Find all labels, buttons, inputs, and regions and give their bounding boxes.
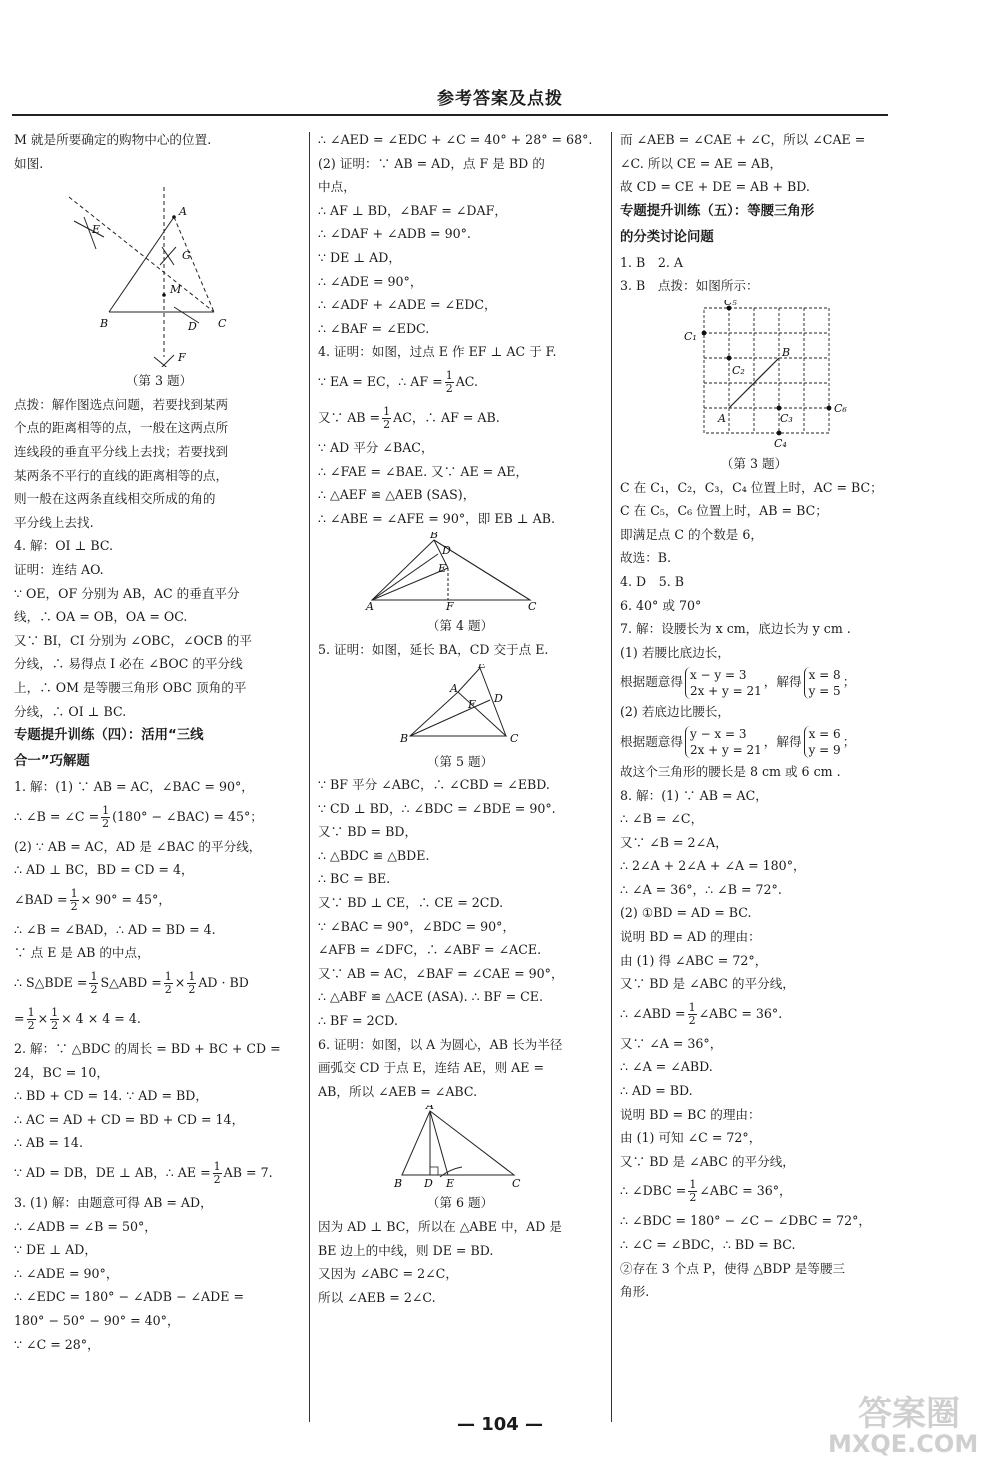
text-line: 说明 BD = AD 的理由： [620, 929, 761, 945]
text-line: 6. 证明：如图，以 A 为圆心，AB 长为半径 [318, 1036, 563, 1052]
equation-system: 根据题意得 y − x = 3 2x + y = 21 ，解得 x = 6 y = 9 ； [620, 727, 856, 758]
fraction: $\frac{1}{2}$ [102, 803, 110, 830]
watermark-url-text: MXQE.COM [828, 1430, 979, 1458]
text-line: 由 (1) 可知 ∠C = 72°， [620, 1130, 762, 1146]
text-line: 分线，∴ OI ⊥ BC. [14, 703, 127, 719]
label-D: D [188, 320, 197, 334]
text-line: ∴ ∠ADE = 90°， [14, 1265, 119, 1281]
text-line: (2) 证明：∵ AB = AD，点 F 是 BD 的 [318, 155, 545, 171]
column-divider-1 [309, 132, 310, 1422]
text-line: ∠BAD = $\frac{1}{2}$ × 90° = 45°， [14, 886, 171, 913]
text-line: 故选：B. [620, 550, 672, 566]
construction-diagram [14, 177, 304, 367]
text-line: (2) 若底边比腰长， [620, 704, 730, 720]
label-G: G [182, 249, 191, 263]
text-line: ∴ AB = 14. [14, 1135, 83, 1151]
figure-q4-triangle [318, 532, 602, 612]
text-line: ∴ △ABF ≌ △ACE (ASA). ∴ BF = CE. [318, 989, 544, 1005]
text-line: 上，∴ OM 是等腰三角形 OBC 顶角的平 [14, 679, 247, 695]
text-line: 角形. [620, 1284, 650, 1300]
triangle-diagram [318, 532, 602, 612]
fraction: $\frac{1}{2}$ [188, 970, 196, 997]
text-line: ∵ ∠C = 28°， [14, 1336, 100, 1352]
text-line: 又∵ BD ⊥ CE，∴ CE = 2CD. [318, 895, 504, 911]
text-line: 中点， [318, 179, 356, 195]
label-C4: C₄ [774, 436, 787, 450]
text-line: ②存在 3 个点 P，使得 △BDP 是等腰三 [620, 1260, 846, 1276]
column-1 [14, 128, 304, 1418]
label-D: D [424, 1177, 433, 1190]
page-header: 参考答案及点拨 [437, 89, 563, 109]
text-line: 分线，∴ 易得点 I 必在 ∠BOC 的平分线 [14, 656, 243, 672]
text-line: ∴ ∠ADB = ∠B = 50°， [14, 1218, 157, 1234]
text-line: ∴ AD ⊥ BC，BD = CD = 4， [14, 862, 194, 878]
label-B: B [394, 1177, 403, 1190]
label-C: C [528, 600, 537, 613]
label-F: F [446, 600, 454, 613]
column-3 [620, 128, 888, 1418]
label-E: E [478, 663, 487, 671]
text-line: 又∵ BD 是 ∠ABC 的平分线， [620, 1153, 795, 1169]
label-A: A [450, 681, 458, 695]
label-F: F [178, 351, 186, 365]
text-line: ∴ ∠ADF + ∠ADE = ∠EDC， [318, 297, 497, 313]
text-line: ∴ AD = BD. [620, 1083, 693, 1099]
text-line: 证明：连结 AO. [14, 561, 104, 577]
text-line: ∴ ∠BDC = 180° − ∠C − ∠DBC = 72°， [620, 1213, 872, 1229]
section-heading: 专题提升训练（四）：活用“三线 [14, 728, 204, 744]
text-line: ∴ ∠EDC = 180° − ∠ADB − ∠ADE = [14, 1289, 244, 1305]
label-D: D [442, 544, 451, 558]
equation-system: 根据题意得 x − y = 3 2x + y = 21 ，解得 x = 8 y = 5 ； [620, 667, 856, 698]
text-line: 画弧交 CD 于点 E，连结 AE，则 AE = [318, 1060, 545, 1076]
text-line: 所以 ∠AEB = 2∠C. [318, 1289, 436, 1305]
text-line: 1. 解：(1) ∵ AB = AC，∠BAC = 90°， [14, 779, 254, 795]
text-line: ∴ 2∠A + 2∠A + ∠A = 180°， [620, 858, 806, 874]
text-line: ∴ ∠FAE = ∠BAE. 又∵ AE = AE， [318, 463, 529, 479]
figure-caption: （第 6 题） [426, 1195, 494, 1211]
section-heading: 的分类讨论问题 [620, 229, 714, 245]
text-line: 又因为 ∠ABC = 2∠C， [318, 1266, 458, 1282]
text-line: 4. D 5. B [620, 573, 684, 589]
figure-caption: （第 4 题） [426, 618, 494, 634]
label-C1: C₁ [684, 329, 697, 343]
label-D: D [494, 691, 503, 705]
label-C: C [510, 731, 519, 745]
text-line: 又∵ BI，CI 分别为 ∠OBC，∠OCB 的平 [14, 632, 252, 648]
text-line: C 在 C₁，C₂，C₃，C₄ 位置上时，AC = BC； [620, 479, 883, 495]
text-line: (2) ①BD = AD = BC. [620, 905, 752, 921]
text-line: ∠AFB = ∠DFC，∴ ∠ABF = ∠ACE. [318, 942, 542, 958]
text-line: C 在 C₅，C₆ 位置上时，AB = BC； [620, 503, 828, 519]
text-line: ∴ ∠A = 36°，∴ ∠B = 72°. [620, 881, 782, 897]
text-line: ∴ BC = BE. [318, 871, 391, 887]
label-E: E [92, 223, 101, 237]
text-line: ∴ AC = AD + CD = BD + CD = 14， [14, 1111, 245, 1127]
label-C: C [218, 317, 227, 331]
tip-line: 个点的距离相等的点，一般在这两点所 [14, 420, 229, 436]
figure-caption: （第 3 题） [125, 373, 193, 389]
watermark-logo-text: 答案圈 [858, 1394, 960, 1434]
text-line: = $\frac{1}{2}$ × $\frac{1}{2}$ × 4 × 4 = 4. [14, 1006, 141, 1033]
fraction: $\frac{1}{2}$ [213, 1160, 221, 1187]
column-2 [318, 128, 602, 1418]
section-heading: 合一”巧解题 [14, 754, 90, 770]
tip-line: 则一般在这两条直线相交所成的角的 [14, 491, 216, 507]
label-C5: C₅ [724, 299, 737, 308]
fraction: $\frac{1}{2}$ [90, 970, 98, 997]
label-F: F [468, 697, 476, 711]
text-line: ∵ BF 平分 ∠ABC，∴ ∠CBD = ∠EBD. [318, 777, 550, 793]
text-line: 即满足点 C 的个数是 6， [620, 526, 764, 542]
text-line: AB，所以 ∠AEB = ∠ABC. [318, 1083, 478, 1099]
text-line: ∴ ∠B = ∠C = $\frac{1}{2}$ (180° − ∠BAC) = 45°； [14, 803, 263, 830]
text-line: ∴ ∠DBC = $\frac{1}{2}$ ∠ABC = 36°， [620, 1178, 792, 1205]
text-line: ∴ BF = 2CD. [318, 1013, 398, 1029]
text-line: 180° − 50° − 90° = 40°， [14, 1313, 180, 1328]
figure-caption: （第 3 题） [720, 455, 788, 471]
text-line: 7. 解：设腰长为 x cm，底边长为 y cm . [620, 621, 851, 637]
section-heading: 专题提升训练（五）：等腰三角形 [620, 203, 815, 219]
text-line: 线，∴ OA = OB，OA = OC. [14, 609, 188, 625]
text-line: ∴ ∠DAF + ∠ADB = 90°. [318, 226, 471, 242]
text-line: 如图. [14, 155, 44, 171]
watermark [818, 1380, 988, 1460]
figure-caption: （第 5 题） [426, 753, 494, 769]
text-line: ∴ △AEF ≌ △AEB (SAS)， [318, 487, 476, 503]
text-line: ∴ AF ⊥ BD，∠BAF = ∠DAF， [318, 202, 507, 218]
fraction: $\frac{1}{2}$ [383, 404, 391, 431]
label-A: A [718, 411, 726, 425]
tip-line: 连线段的垂直平分线上去找；若要找到 [14, 443, 229, 459]
text-line: ∵ AD = DB，DE ⊥ AB，∴ AE = $\frac{1}{2}$ AB = 7. [14, 1160, 273, 1187]
text-line: ∵ DE ⊥ AD， [14, 1242, 97, 1258]
text-line: M 就是所要确定的购物中心的位置. [14, 132, 212, 147]
brace-system: x = 8 y = 5 [804, 667, 841, 699]
text-line: ∴ ∠AED = ∠EDC + ∠C = 40° + 28° = 68°. [318, 132, 593, 147]
label-C3: C₃ [780, 411, 793, 425]
text-line: 故这个三角形的腰长是 8 cm 或 6 cm . [620, 763, 841, 779]
label-B: B [400, 731, 409, 745]
text-line: 3. B 点拨：如图所示： [620, 278, 759, 294]
brace-system: x = 6 y = 9 [804, 726, 841, 758]
text-line: 又∵ AB = $\frac{1}{2}$ AC，∴ AF = AB. [318, 404, 500, 431]
fraction: $\frac{1}{2}$ [689, 1178, 697, 1205]
label-A: A [366, 600, 374, 613]
text-line: 5. 证明：如图，延长 BA，CD 交于点 E. [318, 641, 549, 657]
text-line: ∴ ∠BAF = ∠EDC. [318, 320, 430, 336]
text-line: ∵ OE，OF 分别为 AB，AC 的垂直平分 [14, 585, 240, 601]
text-line: ∵ AD 平分 ∠BAC， [318, 439, 434, 455]
label-E: E [446, 1177, 455, 1190]
text-line: 3. (1) 解：由题意可得 AB = AD， [14, 1195, 213, 1211]
text-line: 1. B 2. A [620, 254, 683, 270]
label-A: A [426, 1105, 434, 1113]
fraction: $\frac{1}{2}$ [27, 1006, 35, 1033]
text-line: 因为 AD ⊥ BC，所以在 △ABE 中，AD 是 [318, 1219, 562, 1234]
tip-line: 平分线上去找. [14, 514, 94, 530]
text-line: ∴ ∠B = ∠BAD，∴ AD = BD = 4. [14, 921, 216, 937]
text-line: 由 (1) 得 ∠ABC = 72°， [620, 952, 768, 968]
text-line: ∵ 点 E 是 AB 的中点， [14, 945, 150, 961]
text-line: ∴ ∠ABD = $\frac{1}{2}$ ∠ABC = 36°. [620, 1000, 783, 1027]
text-line: (2) ∵ AB = AC，AD 是 ∠BAC 的平分线， [14, 838, 262, 854]
text-line: ∵ ∠BAC = 90°，∠BDC = 90°， [318, 918, 516, 934]
fraction: $\frac{1}{2}$ [51, 1006, 59, 1033]
text-line: (1) 若腰比底边长， [620, 644, 730, 660]
text-line: ∠C. 所以 CE = AE = AB， [620, 155, 783, 171]
label-B: B [100, 317, 109, 331]
label-M: M [170, 283, 182, 297]
text-line: ∵ CD ⊥ BD，∴ ∠BDC = ∠BDE = 90°. [318, 800, 556, 816]
fraction: $\frac{1}{2}$ [688, 1000, 696, 1027]
figure-q5-triangle [318, 664, 602, 748]
label-C2: C₂ [732, 363, 745, 377]
figure-q3-construction [14, 177, 304, 367]
text-line: 又∵ BD = BD， [318, 824, 418, 840]
text-line: ∴ ∠C = ∠BDC，∴ BD = BC. [620, 1237, 796, 1252]
text-line: ∵ DE ⊥ AD， [318, 249, 401, 265]
text-line: ∴ BD + CD = 14. ∵ AD = BD， [14, 1088, 208, 1104]
label-E: E [438, 562, 447, 576]
label-C6: C₆ [834, 401, 847, 415]
fraction: $\frac{1}{2}$ [164, 970, 172, 997]
header-rule [12, 114, 888, 116]
text-line: 8. 解：(1) ∵ AB = AC， [620, 787, 768, 803]
brace-system: x − y = 3 2x + y = 21 [685, 667, 762, 699]
text-line: ∴ S△BDE = $\frac{1}{2}$ S△ABD = $\frac{1}{2}$ × $\frac{1}{2}$ AD · BD [14, 970, 249, 997]
page-number: — 104 — [456, 1414, 544, 1435]
text-line: 又∵ ∠B = 2∠A， [620, 834, 728, 850]
text-line: ∴ ∠B = ∠C， [620, 811, 704, 827]
tip-line: 点拨：解作图选点问题，若要找到某两 [14, 396, 229, 412]
text-line: ∴ ∠ADE = 90°， [318, 273, 423, 289]
triangle-diagram [318, 664, 602, 748]
triangle-diagram [318, 1105, 602, 1189]
text-line: 而 ∠AEB = ∠CAE + ∠C，所以 ∠CAE = [620, 132, 866, 147]
text-line: 又∵ BD 是 ∠ABC 的平分线， [620, 976, 795, 992]
text-line: 故 CD = CE + DE = AB + BD. [620, 179, 810, 195]
column-divider-2 [611, 132, 612, 1422]
label-B: B [430, 532, 439, 542]
label-C: C [512, 1177, 521, 1190]
text-line: ∴ ∠ABE = ∠AFE = 90°，即 EB ⊥ AB. [318, 510, 555, 526]
figure-q3-grid [620, 300, 888, 450]
text-line: 24，BC = 10， [14, 1064, 109, 1080]
text-line: 2. 解：∵ △BDC 的周长 = BD + BC + CD = [14, 1041, 281, 1057]
text-line: ∴ △BDC ≌ △BDE. [318, 847, 430, 863]
fraction: $\frac{1}{2}$ [445, 368, 453, 395]
text-line: ∴ ∠A = ∠ABD. [620, 1059, 713, 1075]
label-A: A [179, 205, 187, 219]
text-line: 说明 BD = BC 的理由： [620, 1106, 761, 1122]
text-line: ∵ EA = EC，∴ AF = $\frac{1}{2}$ AC. [318, 368, 478, 395]
brace-system: y − x = 3 2x + y = 21 [685, 726, 762, 758]
tip-line: 某两条不平行的直线的距离相等的点， [14, 467, 229, 483]
fraction: $\frac{1}{2}$ [70, 886, 78, 913]
label-B: B [782, 345, 791, 359]
text-line: 4. 证明：如图，过点 E 作 EF ⊥ AC 于 F. [318, 344, 557, 360]
text-line: 又∵ AB = AC，∠BAF = ∠CAE = 90°， [318, 965, 564, 981]
text-line: BE 边上的中线，则 DE = BD. [318, 1242, 494, 1258]
figure-q6-triangle [318, 1105, 602, 1189]
text-line: 6. 40° 或 70° [620, 597, 702, 613]
grid-diagram [620, 300, 888, 450]
text-line: 4. 解：OI ⊥ BC. [14, 538, 114, 554]
text-line: 又∵ ∠A = 36°， [620, 1035, 723, 1051]
